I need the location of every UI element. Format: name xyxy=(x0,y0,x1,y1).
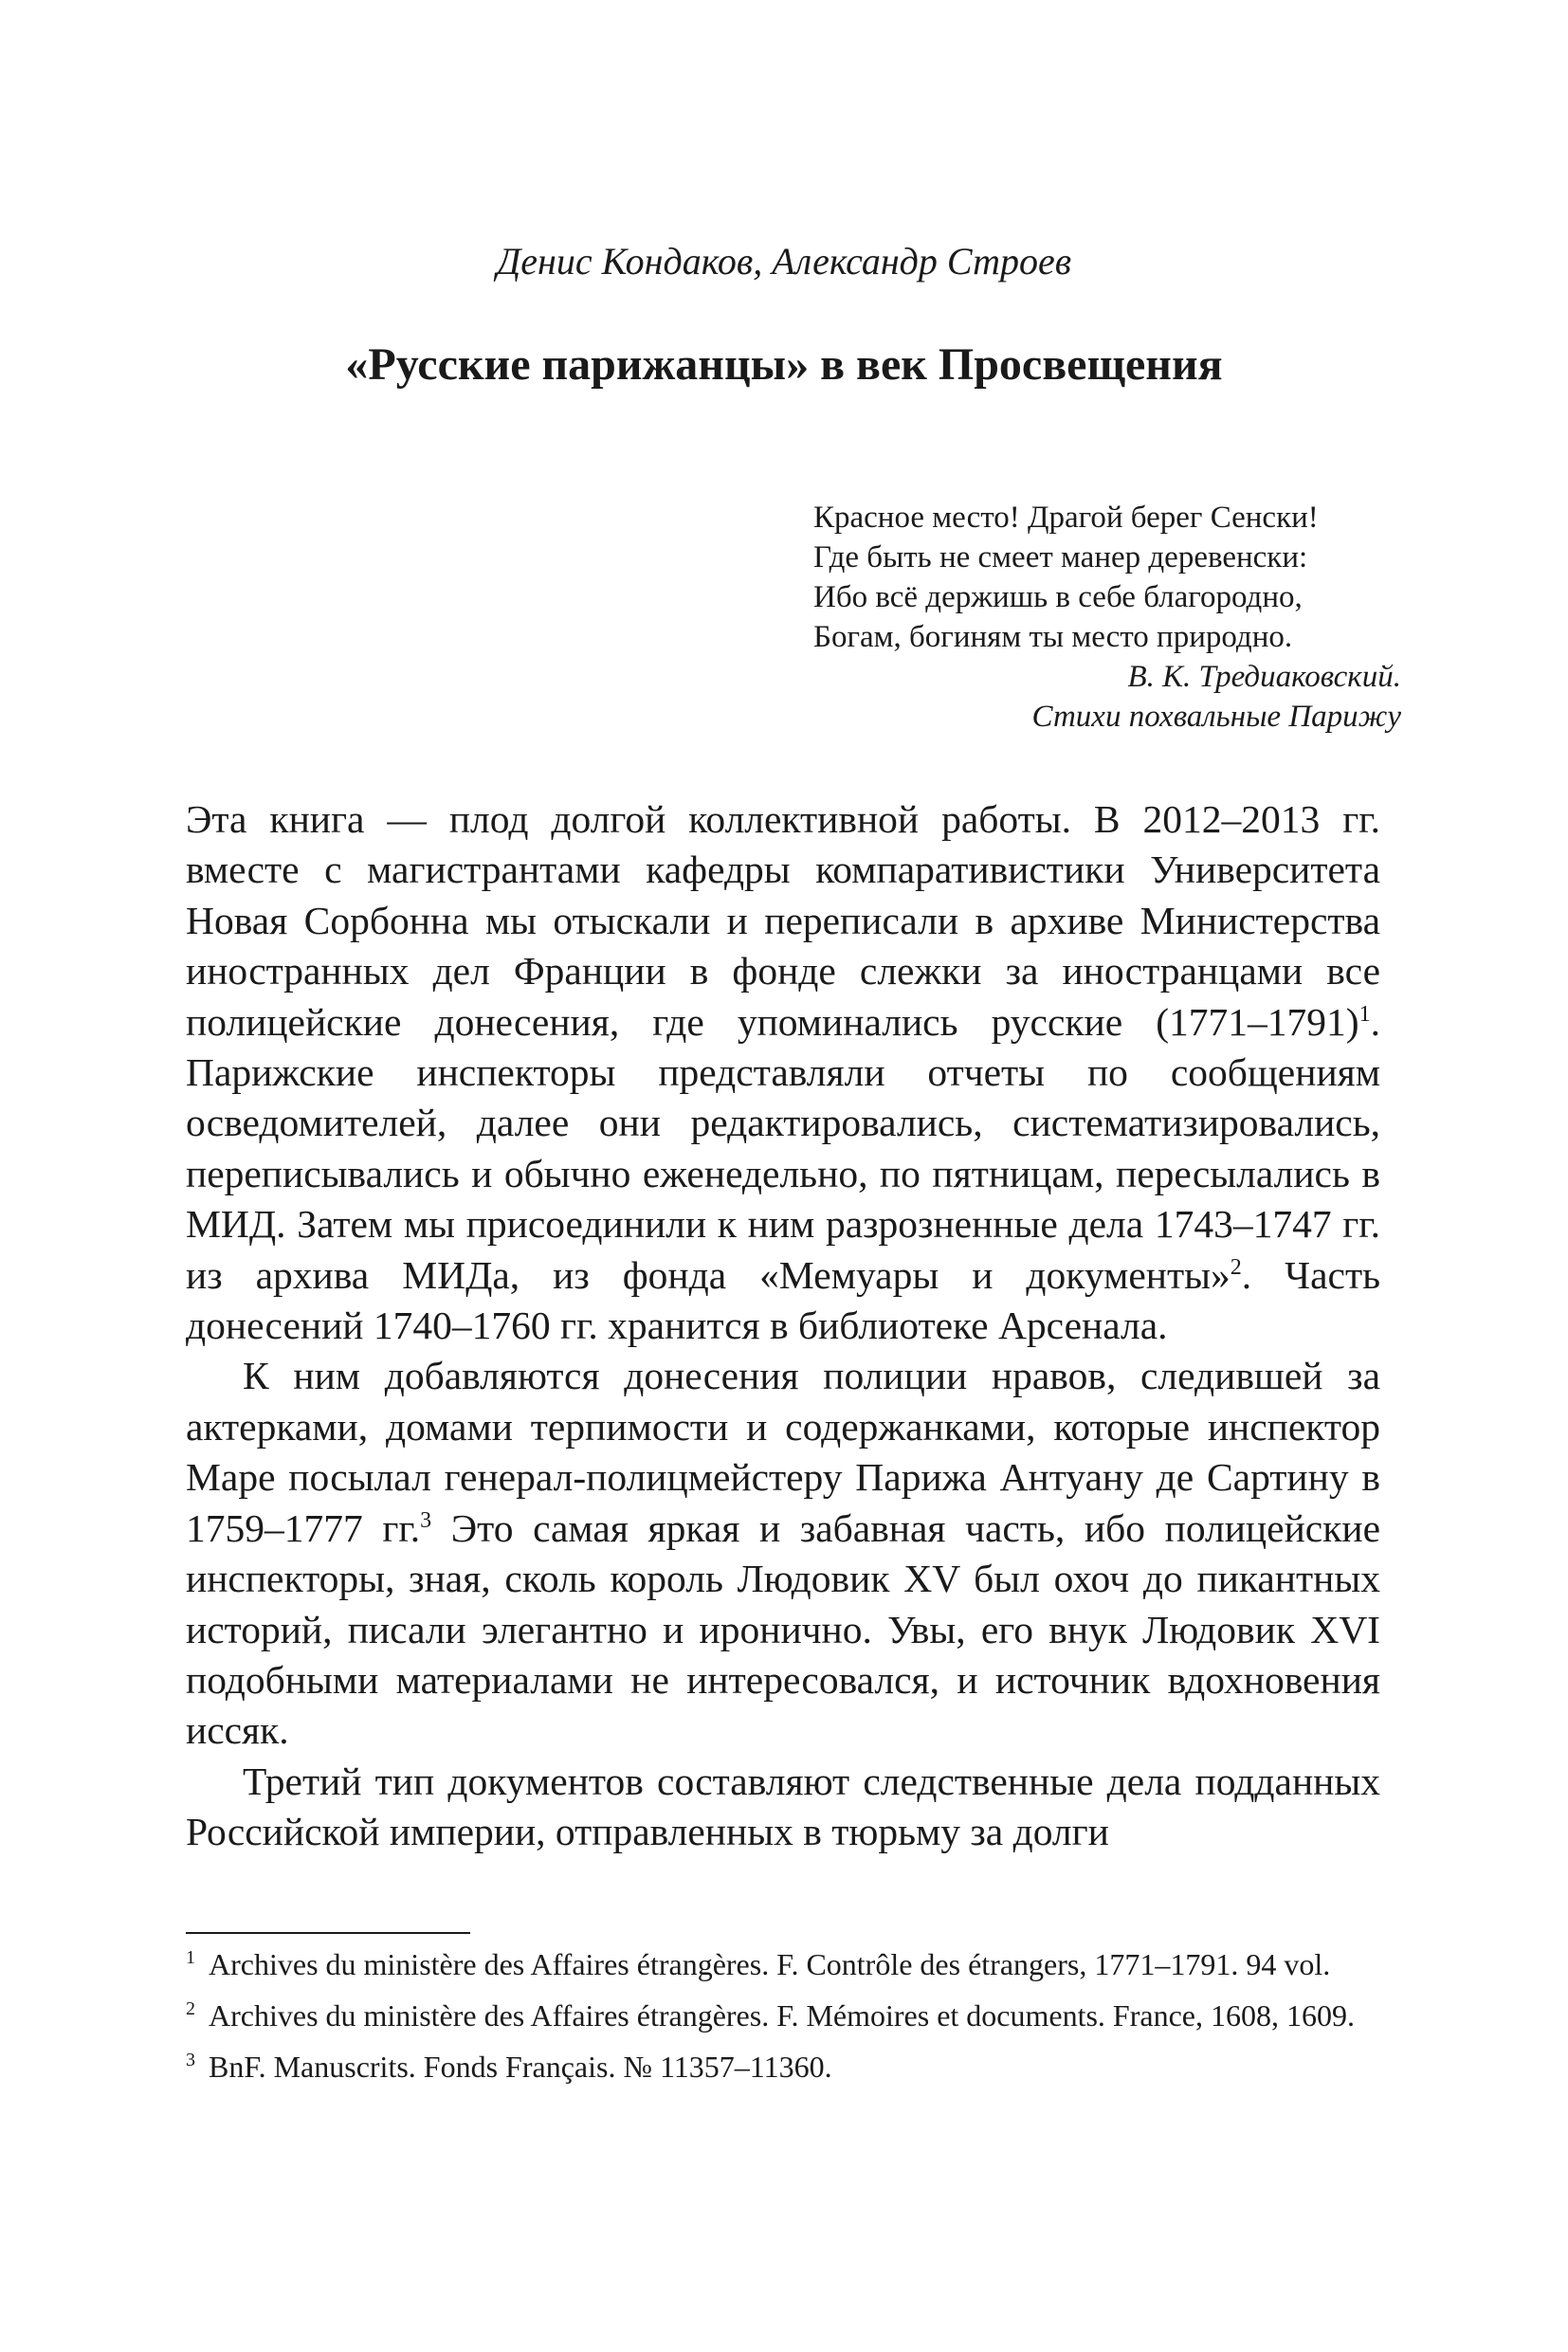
footnote-ref[interactable]: 1 xyxy=(1358,1001,1371,1027)
text-run: Эта книга — плод долгой коллективной работы. В 2012–2013 гг. вместе с магистрантами кафедры компаративистики Университета Новая Сорбонна мы отыскали и переписали в архиве Министерства иностранных дел Франции в фонде слежки за иностранцами все полицейские донесения, где упоминались русские (1771–1791) xyxy=(186,797,1380,1044)
footnote xyxy=(186,1945,1380,1983)
epigraph-line: Богам, богиням ты место природно. xyxy=(813,620,1293,654)
footnote-ref[interactable]: 2 xyxy=(1230,1254,1242,1280)
chapter-title: «Русские парижанцы» в век Просвещения xyxy=(345,339,1223,390)
paragraph xyxy=(186,1351,1380,1756)
text-run: . Часть донесений 1740–1760 гг. хранится в библиотеке Арсенала. xyxy=(186,1252,1381,1348)
paragraph: Третий тип документов составляют следственные дела подданных Российской империи, отправленных в тюрьму за долги xyxy=(186,1759,1380,1854)
main-text xyxy=(186,794,1380,1858)
text-run: . Парижские инспекторы представляли отчеты по сообщениям осведомителей, далее они редактировались, систематизировались, переписывались и обычно еженедельно, по пятницам, пересылались в МИД. Затем мы присоединили к ним разрозненные дела 1743–1747 гг. из архива МИДа, из фонда «Мемуары и документы» xyxy=(186,999,1380,1297)
epigraph-line: Где быть не смеет манер деревенски: xyxy=(813,540,1308,574)
footnotes xyxy=(186,1945,1380,2099)
authors: Денис Кондаков, Александр Строев xyxy=(496,240,1072,283)
footnote xyxy=(186,2048,1380,2086)
footnote-ref[interactable]: 3 xyxy=(420,1507,432,1533)
footnote-mark: 1 xyxy=(186,1947,195,1969)
footnote-separator xyxy=(186,1932,470,1934)
footnote xyxy=(186,1996,1380,2034)
text-run: Это самая яркая и забавная часть, ибо полицейские инспекторы, зная, сколь король Людовик XV был охоч до пикантных историй, писали элегантно и иронично. Увы, его внук Людовик XVI подобными материалами не интересовался, и источник вдохновения иссяк. xyxy=(186,1505,1380,1753)
epigraph xyxy=(813,498,1401,737)
footnote-text: Archives du ministère des Affaires étrangères. F. Mémoires et documents. France, 1608, 1609. xyxy=(209,1998,1355,2033)
epigraph-author: В. К. Тредиаковский. xyxy=(1127,660,1401,694)
footnote-mark: 2 xyxy=(186,1998,195,2020)
paragraph xyxy=(186,794,1380,1351)
epigraph-source: Стихи похвальные Парижу xyxy=(1031,700,1401,734)
text-run: К ним добавляются донесения полиции нравов, следившей за актерками, домами терпимости и содержанками, которые инспектор Маре посылал генерал-полицмейстеру Парижа Антуану де Сартину в 1759–1777 гг. xyxy=(186,1354,1380,1550)
epigraph-line: Ибо всё держишь в себе благородно, xyxy=(813,580,1303,614)
footnote-mark: 3 xyxy=(186,2050,195,2071)
footnote-text: Archives du ministère des Affaires étrangères. F. Contrôle des étrangers, 1771–1791. 94 vol. xyxy=(209,1947,1331,1981)
epigraph-line: Красное место! Драгой берег Сенски! xyxy=(813,501,1319,535)
footnote-text: BnF. Manuscrits. Fonds Français. № 11357–11360. xyxy=(209,2050,832,2084)
